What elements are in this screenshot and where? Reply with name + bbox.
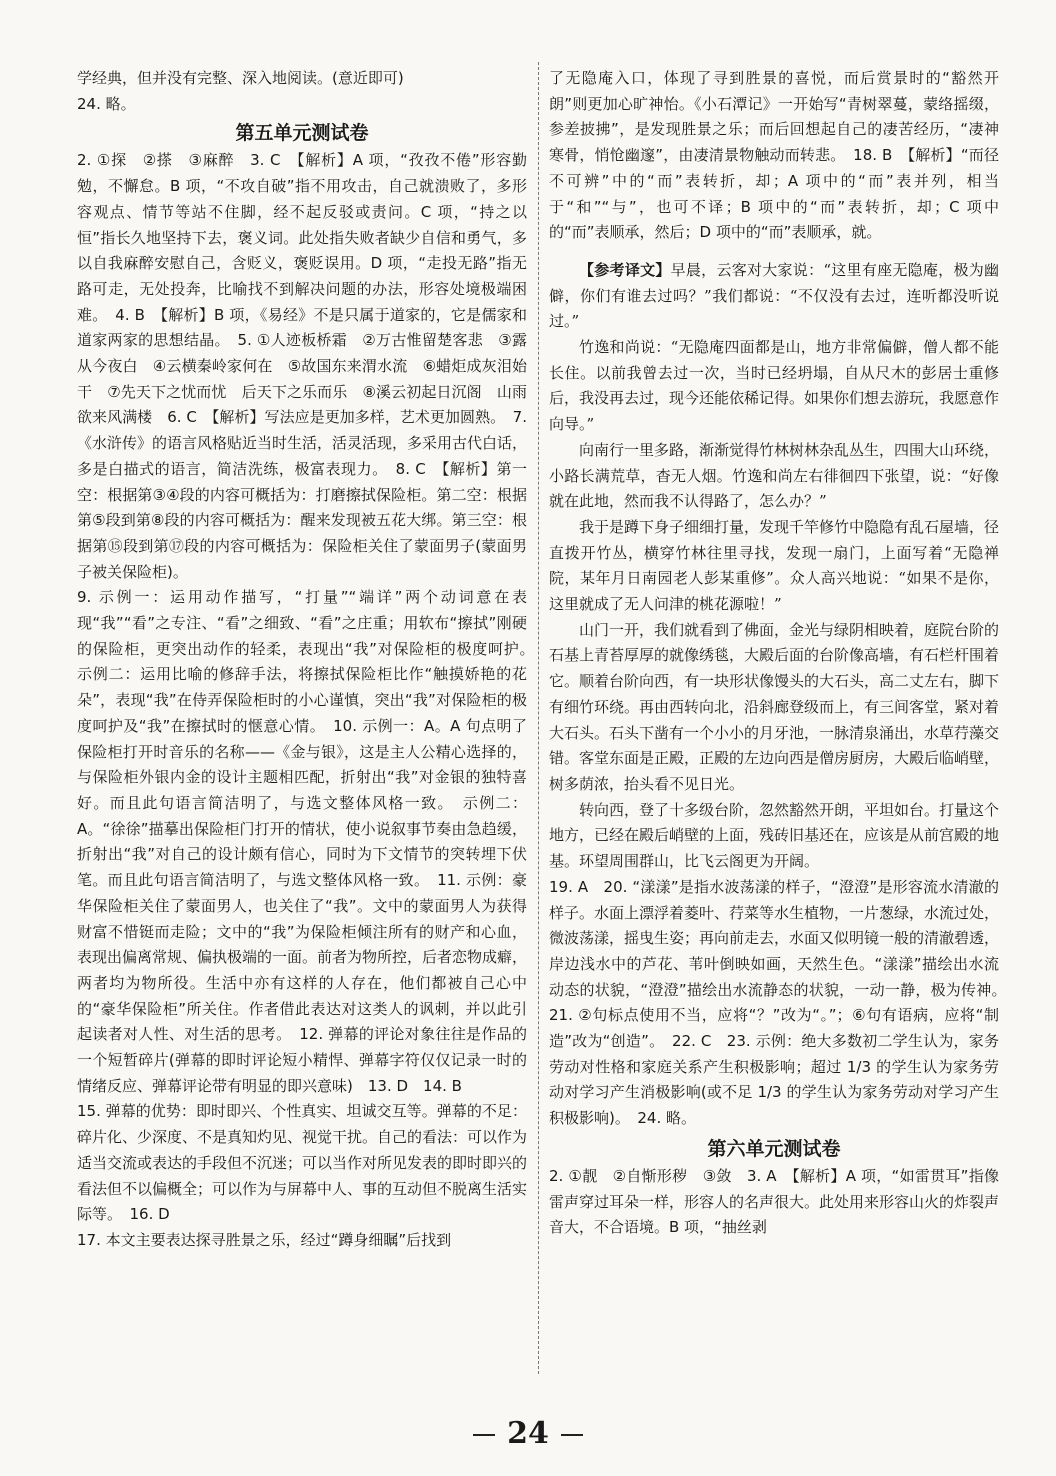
page-number-text: 24 bbox=[507, 1416, 549, 1451]
section-heading-unit6: 第六单元测试卷 bbox=[707, 1137, 841, 1160]
translation-para-5: 山门一开，我们就看到了佛面，金光与绿阴相映着，庭院台阶的石基上青苔厚厚的就像绣毯，大殿后面的台阶像高墙，有石栏杆围着它。顺着台阶向西，有一块形状像馒头的大石头，高二丈左右，脚下有细竹环绕。再由西转向北，沿斜廊登级而上，有三间客堂，紧对着大石头。石头下凿有一个小小的月牙池，一脉清泉涌出，水草荇藻交错。客堂东面是正殿，正殿的左边向西是僧房厨房，大殿后临峭壁，树多荫浓，抬头看不见日光。 bbox=[549, 620, 1000, 793]
left-para-4: 9. 示例一：运用动作描写，“打量”“端详”两个动词意在表现“我”“看”之专注、“看”之细致、“看”之庄重；用软布“擦拭”刚硬的保险柜，更突出动作的轻柔，表现出“我”对保险柜的极度呵护。 示例二：运用比喻的修辞手法，将擦拭保险柜比作“触摸娇艳的花朵”，表现“我”在侍弄保险柜时的小心谨慎，突出“我”对保险柜的极度呵护及“我”在擦拭时的惬意心情。 10. 示例一：A。A 句点明了保险柜打开时音乐的名称——《金与银》，这是主人公精心选择的，与保险柜外银内金的设计主题相匹配，折射出“我”对金银的独特喜好。而且此句语言简洁明了，与选文整体风格一致。 示例二：A。“徐徐”描摹出保险柜门打开的情状，使小说叙事节奏由急趋缓，折射出“我”对自己的设计颇有信心，同时为下文情节的突转埋下伏笔。而且此句语言简洁明了，与选文整体风格一致。 11. 示例：豪华保险柜关住了蒙面男人，也关住了“我”。文中的蒙面男人为获得财富不惜铤而走险；文中的“我”为保险柜倾注所有的财产和心血，表现出偏离常规、偏执极端的一面。前者为物所控，后者恋物成癖，两者均为物所役。生活中亦有这样的人存在，他们都被自己心中的“豪华保险柜”所关住。作者借此表达对这类人的讽刺，并以此引起读者对人性、对生活的思考。 12. 弹幕的评论对象往往是作品的一个短暂碎片(弹幕的即时评论短小精悍、弹幕字符仅仅记录一时的情绪反应、弹幕评论带有明显的即兴意味) 13. D 14. B bbox=[77, 588, 543, 1095]
right-para-1: 了无隐庵入口，体现了寻到胜景的喜悦，而后赏景时的“豁然开朗”则更加心旷神怡。《小石潭记》一开始写“青树翠蔓，蒙络摇缀，参差披拂”，是发现胜景之乐；而后回想起自己的凄苦经历，“凄神寒骨，悄怆幽邃”，由凄清景物触动而转悲。 18. B 【解析】“而径不可辨”中的“而”表转折，却；A 项中的“而”表并列，相当于“和”“与”，也可不译；B 项中的“而”表转折，却；C 项中的“而”表顺承，然后；D 项中的“而”表顺承，就。 bbox=[549, 69, 999, 242]
left-para-3: 2. ①探 ②搽 ③麻醉 3. C 【解析】A 项，“孜孜不倦”形容勤勉，不懈怠。B 项，“不攻自破”指不用攻击，自己就溃败了，多形容观点、情节等站不住脚，经不起反驳或责问。C 项，“持之以恒”指长久地坚持下去，褒义词。此处指失败者缺少自信和勇气，多以自我麻醉安慰自己，含贬义，褒贬误用。D 项，“走投无路”指无路可走，无处投奔，比喻找不到解决问题的办法，形容处境极端困难。 4. B 【解析】B 项，《易经》不是只属于道家的，它是儒家和道家两家的思想结晶。 5. ①人迹板桥霜 ②万古惟留楚客悲 ③露从今夜白 ④云横秦岭家何在 ⑤故国东来渭水流 ⑥蜡炬成灰泪始干 ⑦先天下之忧而忧 后天下之乐而乐 ⑧溪云初起日沉阁 山雨欲来风满楼 6. C 【解析】写法应是更加多样，艺术更加圆熟。 7.《水浒传》的语言风格贴近当时生活，活灵活现，多采用古代白话，多是白描式的语言，简洁洗练，极富表现力。 8. C 【解析】第一空：根据第③④段的内容可概括为：打磨擦拭保险柜。第二空：根据第⑤段到第⑧段的内容可概括为：醒来发现被五花大绑。第三空：根据第⑮段到第⑰段的内容可概括为：保险柜关住了蒙面男子(蒙面男子被关保险柜)。 bbox=[77, 151, 528, 581]
translation-label: 【参考译文】 bbox=[579, 260, 671, 279]
translation-para-6: 转向西，登了十多级台阶，忽然豁然开朗，平坦如台。打量这个地方，已经在殿后峭壁的上面，残砖旧基还在，应该是从前宫殿的地基。环望周围群山，比飞云阁更为开阔。 bbox=[549, 800, 1000, 871]
column-divider bbox=[538, 62, 540, 1374]
right-column bbox=[549, 66, 1015, 1241]
right-para-9: 2. ①靓 ②自惭形秽 ③敛 3. A 【解析】A 项，“如雷贯耳”指像雷声穿过耳朵一样，形容人的名声很大。此处用来形容山火的炸裂声音大，不合语境。B 项，“抽丝剥 bbox=[549, 1166, 1000, 1237]
left-para-6: 17. 本文主要表达探寻胜景之乐，经过“蹲身细瞩”后找到 bbox=[77, 1230, 452, 1249]
right-para-8: 19. A 20. “漾漾”是指水波荡漾的样子，“澄澄”是形容流水清澈的样子。水面上漂浮着菱叶、荇菜等水生植物，一片葱绿，水流过处，微波荡漾，摇曳生姿；再向前走去，水面又似明镜一般的清澈碧透，岸边浅水中的芦花、苇叶倒映如画，天然生色。“漾漾”描绘出水流动态的状貌，“澄澄”描绘出水流静态的状貌，一动一静，极为传神。 21. ②句标点使用不当，应将“？”改为“。”；⑥句有语病，应将“制造”改为“创造”。 22. C 23. 示例：绝大多数初二学生认为，家务劳动对性格和家庭关系产生积极影响；超过 1/3 的学生认为家务劳动对学习产生消极影响(或不足 1/3 的学生认为家务劳动对学习产生积极影响)。 24. 略。 bbox=[549, 877, 1015, 1128]
left-para-2: 24. 略。 bbox=[77, 94, 136, 113]
translation-para-2: 竹逸和尚说：“无隐庵四面都是山，地方非常偏僻，僧人都不能长住。以前我曾去过一次，当时已经坍塌，自从尺木的彭居士重修后，我没再去过，现今还能依稀记得。如果你们想去游玩，我愿意作向导。” bbox=[549, 338, 1000, 434]
translation-text-1: 早晨，云客对大家说：“这里有座无隐庵，极为幽僻，你们有谁去过吗？”我们都说：“不仅没有去过，连听都没听说过。” bbox=[549, 260, 999, 331]
left-para-5: 15. 弹幕的优势：即时即兴、个性真实、坦诚交互等。弹幕的不足：碎片化、少深度、不是真知灼见、视觉干扰。自己的看法：可以作为适当交流或表达的手段但不沉迷；可以当作对所见发表的即时即兴的看法但不以偏概全；可以作为与屏幕中人、事的互动但不脱离生活实际等。 16. D bbox=[77, 1102, 528, 1224]
translation-para-4: 我于是蹲下身子细细打量，发现千竿修竹中隐隐有乱石屋墙，径直拨开竹丛，横穿竹林往里寻找，发现一扇门，上面写着“无隐禅院，某年月日南园老人彭某重修”。众人高兴地说：“如果不是你，这里就成了无人问津的桃花源啦！” bbox=[549, 517, 1000, 614]
left-para-1: 学经典，但并没有完整、深入地阅读。(意近即可) bbox=[77, 69, 404, 87]
left-column bbox=[77, 66, 543, 1254]
translation-para-1 bbox=[549, 258, 999, 335]
translation-para-3: 向南行一里多路，渐渐觉得竹林树林杂乱丛生，四围大山环绕，小路长满荒草，杳无人烟。竹逸和尚左右徘徊四下张望，说：“好像就在此地，然而我不认得路了，怎么办？” bbox=[549, 440, 1000, 511]
section-heading-unit5: 第五单元测试卷 bbox=[235, 122, 369, 145]
page-number bbox=[0, 1416, 1056, 1451]
